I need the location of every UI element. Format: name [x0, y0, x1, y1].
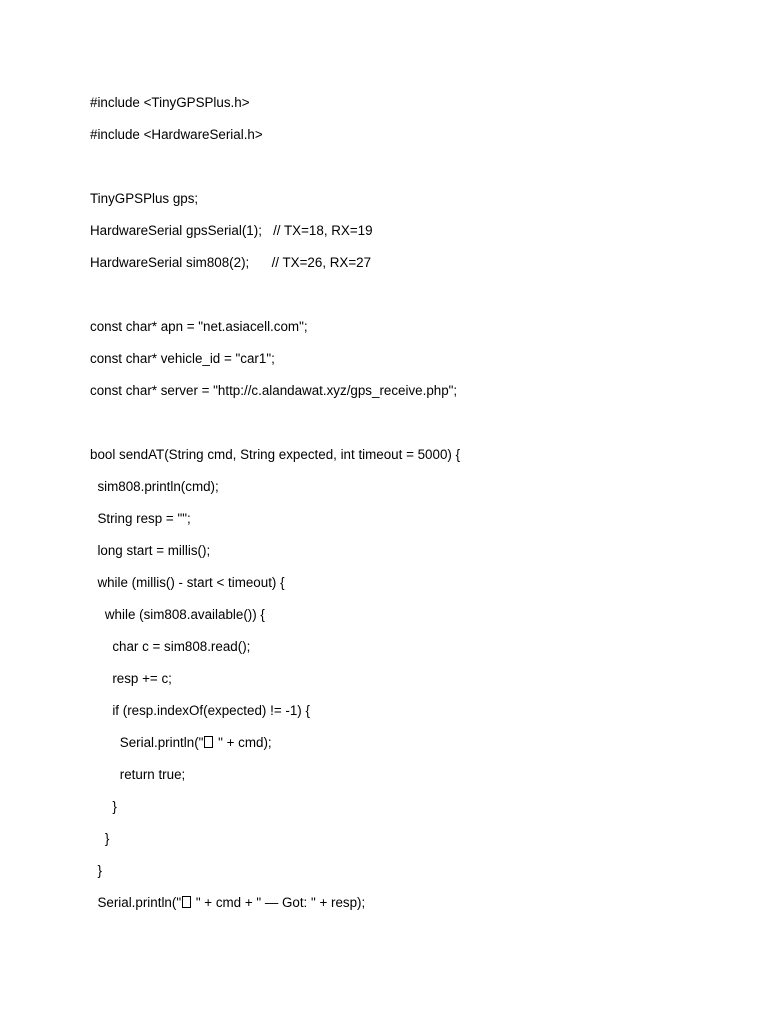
code-line: if (resp.indexOf(expected) != -1) {: [90, 703, 310, 718]
code-line: [90, 412, 730, 444]
code-text: Serial.println(": [90, 895, 182, 910]
missing-glyph-icon: [182, 896, 191, 908]
code-line: [90, 732, 730, 764]
code-line: HardwareSerial gpsSerial(1); // TX=18, RX=19: [90, 223, 373, 238]
code-line: while (sim808.available()) {: [90, 607, 265, 622]
code-line: const char* vehicle_id = "car1";: [90, 351, 275, 366]
code-line: [90, 156, 730, 188]
code-line: TinyGPSPlus gps;: [90, 191, 199, 206]
code-line: long start = millis();: [90, 543, 211, 558]
code-line: while (millis() - start < timeout) {: [90, 575, 285, 590]
code-line: HardwareSerial sim808(2); // TX=26, RX=27: [90, 255, 372, 270]
code-line: [90, 284, 730, 316]
code-text: " + cmd + " — Got: " + resp);: [192, 895, 366, 910]
code-text: " + cmd);: [214, 735, 272, 750]
code-line: String resp = "";: [90, 511, 191, 526]
code-line: const char* apn = "net.asiacell.com";: [90, 319, 308, 334]
code-line: const char* server = "http://c.alandawat.xyz/gps_receive.php";: [90, 383, 458, 398]
code-line: bool sendAT(String cmd, String expected, int timeout = 5000) {: [90, 447, 461, 462]
code-line: char c = sim808.read();: [90, 639, 251, 654]
code-line: #include <HardwareSerial.h>: [90, 127, 263, 142]
code-line: }: [90, 799, 117, 814]
code-line: return true;: [90, 767, 186, 782]
missing-glyph-icon: [204, 736, 213, 748]
code-line: }: [90, 831, 110, 846]
code-line: }: [90, 863, 102, 878]
code-line: sim808.println(cmd);: [90, 479, 219, 494]
code-line: [90, 892, 730, 924]
code-listing: [90, 92, 730, 924]
code-text: Serial.println(": [90, 735, 204, 750]
code-line: resp += c;: [90, 671, 172, 686]
code-line: #include <TinyGPSPlus.h>: [90, 95, 250, 110]
